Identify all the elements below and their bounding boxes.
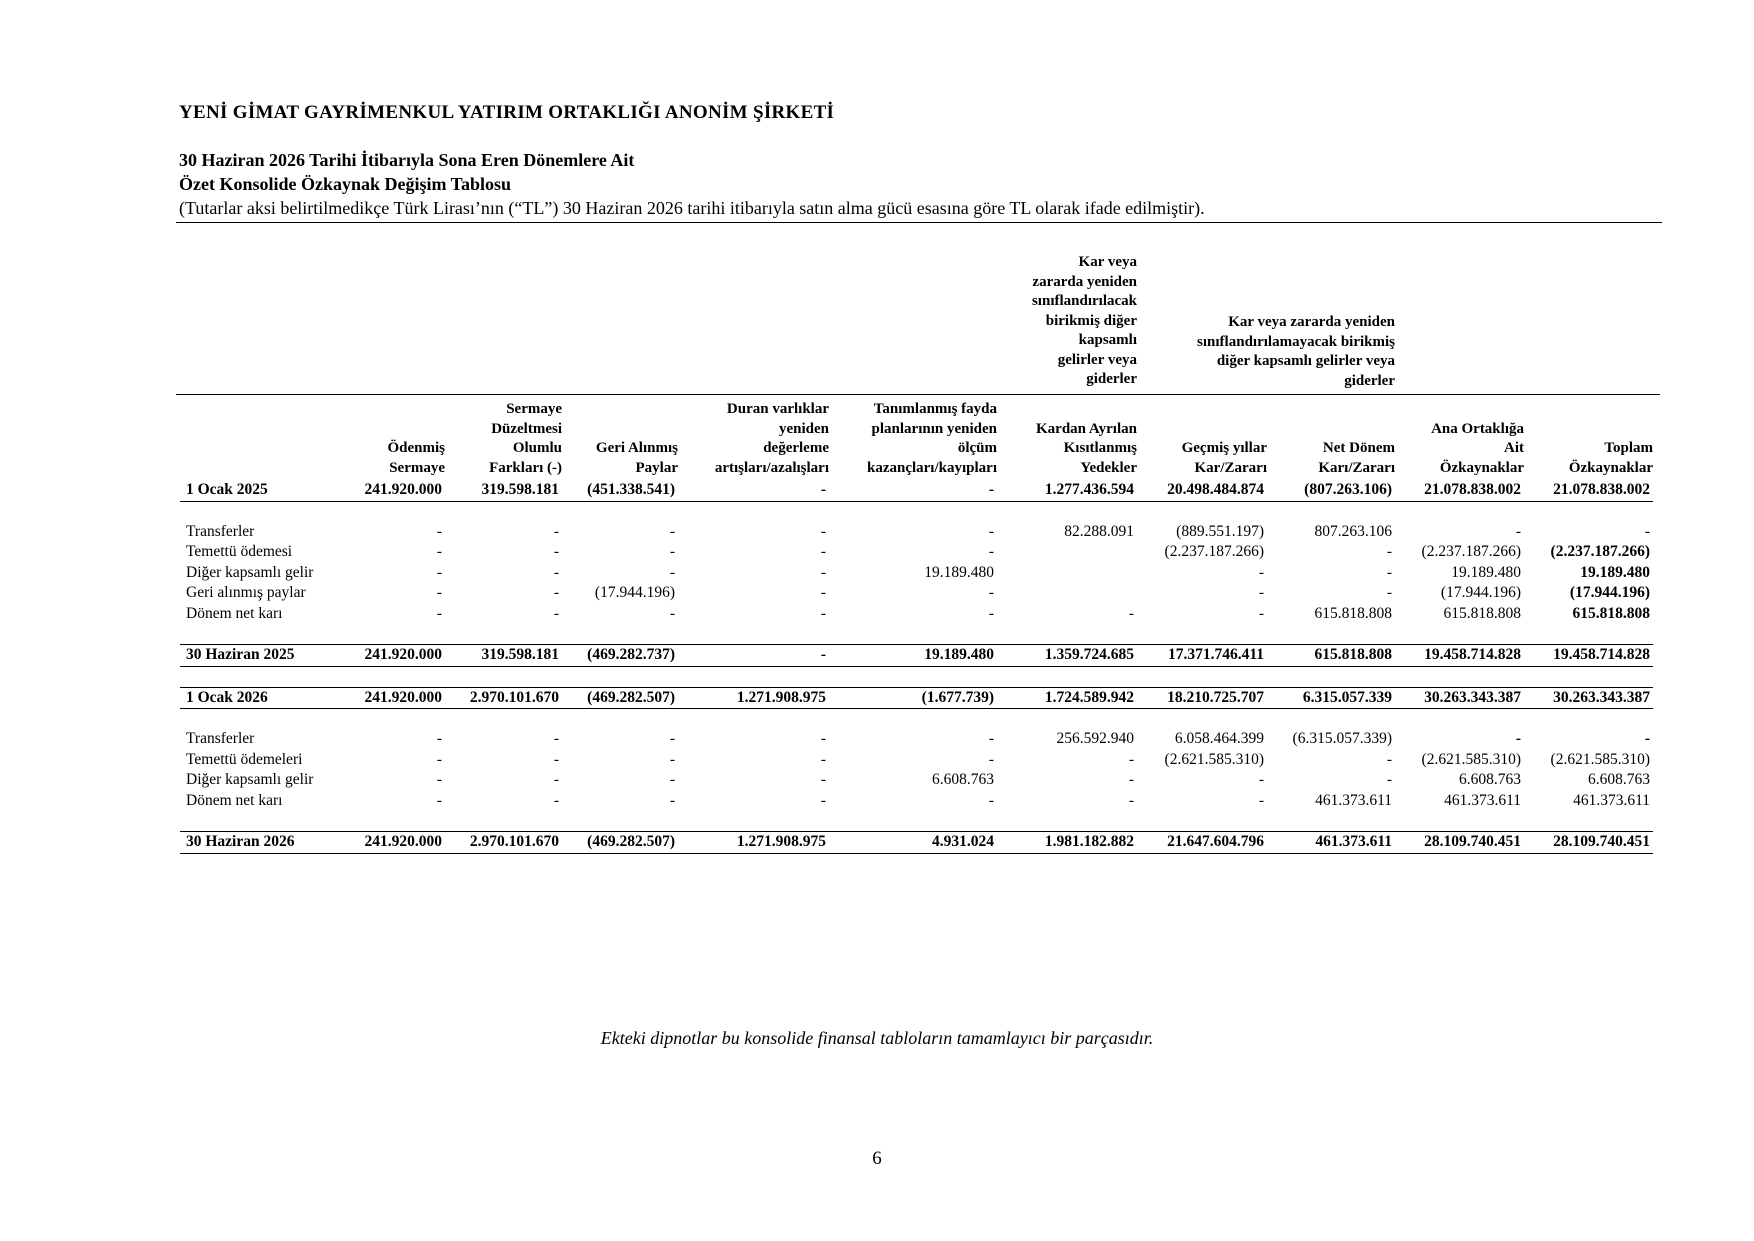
table-cell: - bbox=[1644, 730, 1650, 747]
table-row bbox=[180, 729, 1653, 750]
table-cell: - bbox=[820, 604, 826, 622]
report-title: Özet Konsolide Özkaynak Değişim Tablosu bbox=[179, 174, 512, 194]
table-cell: - bbox=[1128, 791, 1134, 809]
table-cell: 2.970.101.670 bbox=[445, 687, 562, 709]
table-cell: 82.288.091 bbox=[1064, 522, 1134, 540]
column-header-line: Ana Ortaklığa bbox=[1431, 420, 1524, 437]
table-row bbox=[180, 522, 1653, 543]
column-header-line: Geçmiş yıllar bbox=[1181, 440, 1267, 456]
table-cell: 461.373.611 bbox=[1315, 791, 1392, 809]
table-cell bbox=[997, 542, 1137, 563]
column-header bbox=[1247, 394, 1395, 478]
table-cell: - bbox=[436, 543, 442, 560]
table-cell: - bbox=[988, 750, 994, 768]
column-header-line: ölçüm bbox=[957, 440, 997, 456]
table-cell: - bbox=[436, 563, 442, 581]
table-cell: (2.237.187.266) bbox=[1164, 543, 1264, 560]
column-header-line: Ödenmiş bbox=[387, 440, 445, 456]
total-row bbox=[180, 480, 1653, 501]
table-row bbox=[180, 583, 1653, 604]
table-cell: 241.920.000 bbox=[346, 832, 445, 854]
table-cell: - bbox=[553, 522, 559, 540]
table-cell: - bbox=[1515, 730, 1521, 747]
total-row bbox=[180, 687, 1653, 709]
table-cell: - bbox=[1515, 522, 1521, 540]
table-cell: - bbox=[553, 563, 559, 581]
table-cell: - bbox=[820, 730, 826, 747]
table-cell: - bbox=[988, 584, 994, 601]
table-cell: 6.608.763 bbox=[932, 771, 994, 788]
spacer-cell bbox=[180, 709, 1653, 730]
column-header-line: Geri Alınmış bbox=[595, 440, 678, 456]
table-cell: - bbox=[669, 730, 675, 747]
group-header-line: Kar veya zararda yeniden bbox=[1228, 314, 1395, 330]
table-cell: 319.598.181 bbox=[445, 480, 562, 501]
table-cell: 461.373.611 bbox=[1267, 832, 1395, 854]
table-cell: - bbox=[436, 604, 442, 622]
column-header-line: Karı/Zararı bbox=[1318, 459, 1395, 476]
table-cell: - bbox=[1386, 543, 1392, 560]
row-label: Temettü ödemesi bbox=[186, 543, 293, 560]
column-header bbox=[1375, 394, 1524, 478]
column-header-line: planlarının yeniden bbox=[871, 420, 997, 437]
table-cell: 6.315.057.339 bbox=[1267, 687, 1395, 709]
table-cell: - bbox=[1258, 563, 1264, 581]
column-header-line: artışları/azalışları bbox=[714, 459, 829, 476]
table-cell: 30.263.343.387 bbox=[1395, 687, 1524, 709]
column-header-line: Tanımlanmış fayda bbox=[873, 401, 997, 417]
table-cell: - bbox=[1386, 771, 1392, 788]
spacer-row bbox=[180, 624, 1653, 645]
table-cell: - bbox=[436, 771, 442, 788]
column-header-line: Düzeltmesi bbox=[491, 420, 562, 437]
table-cell: - bbox=[669, 543, 675, 560]
row-label: Geri alınmış paylar bbox=[186, 584, 306, 601]
table-row bbox=[180, 542, 1653, 563]
table-cell: - bbox=[669, 750, 675, 768]
row-label: Temettü ödemeleri bbox=[186, 750, 303, 768]
table-cell: - bbox=[1258, 771, 1264, 788]
table-cell: - bbox=[820, 522, 826, 540]
table-row bbox=[180, 791, 1653, 812]
table-cell: 615.818.808 bbox=[1314, 604, 1392, 622]
table-cell: 241.920.000 bbox=[346, 645, 445, 667]
table-cell: (469.282.507) bbox=[562, 687, 678, 709]
column-header bbox=[977, 394, 1137, 478]
row-label: 1 Ocak 2025 bbox=[180, 480, 346, 501]
table-cell: - bbox=[1386, 750, 1392, 768]
table-cell: - bbox=[436, 730, 442, 747]
table-cell: (6.315.057.339) bbox=[1292, 730, 1392, 747]
column-header-line: değerleme bbox=[763, 440, 829, 456]
table-cell: - bbox=[1386, 584, 1392, 601]
column-header bbox=[658, 394, 829, 478]
table-cell: 6.058.464.399 bbox=[1174, 730, 1264, 747]
group-header-line: giderler bbox=[1086, 371, 1137, 387]
table-cell: - bbox=[436, 522, 442, 540]
table-cell: 21.078.838.002 bbox=[1395, 480, 1524, 501]
table-cell: - bbox=[829, 480, 997, 501]
column-header-line: Yedekler bbox=[1080, 459, 1137, 476]
group-header-line: kapsamlı bbox=[1078, 332, 1137, 348]
row-label: 30 Haziran 2026 bbox=[180, 832, 346, 854]
table-cell: - bbox=[553, 771, 559, 788]
table-cell: - bbox=[669, 771, 675, 788]
column-header-line: Kardan Ayrılan bbox=[1036, 420, 1137, 437]
group-header-not-reclassified bbox=[1150, 313, 1395, 391]
table-row bbox=[180, 750, 1653, 771]
column-header-line: yeniden bbox=[778, 420, 829, 437]
table-cell: - bbox=[553, 584, 559, 601]
group-header-line: birikmiş diğer bbox=[1045, 312, 1137, 329]
spacer-cell bbox=[180, 666, 1653, 687]
table-cell: 19.458.714.828 bbox=[1524, 645, 1653, 667]
table-cell: - bbox=[988, 604, 994, 622]
table-cell: 615.818.808 bbox=[1572, 604, 1650, 622]
row-label: 30 Haziran 2025 bbox=[180, 645, 346, 667]
table-cell: 20.498.484.874 bbox=[1137, 480, 1267, 501]
table-cell: 19.189.480 bbox=[829, 645, 997, 667]
table-cell: 615.818.808 bbox=[1443, 604, 1521, 622]
row-label: Transferler bbox=[186, 730, 255, 747]
table-row bbox=[180, 770, 1653, 791]
table-cell: 615.818.808 bbox=[1267, 645, 1395, 667]
spacer-cell bbox=[180, 501, 1653, 522]
row-label: Diğer kapsamlı gelir bbox=[186, 563, 314, 581]
column-header bbox=[1504, 394, 1653, 478]
table-cell: 319.598.181 bbox=[445, 645, 562, 667]
column-header-line: Özkaynaklar bbox=[1439, 459, 1524, 476]
spacer-row bbox=[180, 709, 1653, 730]
table-cell: (2.621.585.310) bbox=[1550, 750, 1650, 768]
table-cell: 30.263.343.387 bbox=[1524, 687, 1653, 709]
spacer-cell bbox=[180, 811, 1653, 832]
column-header-line: Farkları (-) bbox=[489, 459, 562, 476]
column-header-line: Olumlu bbox=[512, 440, 562, 456]
table-row bbox=[180, 604, 1653, 625]
table-cell: 19.189.480 bbox=[1580, 563, 1650, 581]
total-row bbox=[180, 832, 1653, 854]
group-header-line: diğer kapsamlı gelirler veya bbox=[1216, 353, 1395, 369]
table-cell: - bbox=[436, 584, 442, 601]
table-cell: 21.078.838.002 bbox=[1524, 480, 1653, 501]
table-cell: 28.109.740.451 bbox=[1524, 832, 1653, 854]
column-header-line: Toplam bbox=[1604, 440, 1653, 456]
table-cell: (2.621.585.310) bbox=[1421, 750, 1521, 768]
table-cell: (889.551.197) bbox=[1176, 522, 1264, 540]
group-header-reclassified bbox=[1000, 253, 1137, 390]
table-cell: 19.189.480 bbox=[924, 563, 994, 581]
table-cell: 1.271.908.975 bbox=[678, 687, 829, 709]
group-header-line: sınıflandırılamayacak birikmiş bbox=[1197, 333, 1395, 350]
spacer-row bbox=[180, 666, 1653, 687]
table-cell: (17.944.196) bbox=[594, 584, 675, 601]
table-cell: - bbox=[669, 522, 675, 540]
column-header-line: Net Dönem bbox=[1322, 440, 1395, 456]
table-cell: - bbox=[820, 563, 826, 581]
table-cell: - bbox=[988, 791, 994, 809]
column-header-line: Ait bbox=[1504, 440, 1524, 456]
footnote: Ekteki dipnotlar bu konsolide finansal tabloların tamamlayıcı bir parçasıdır. bbox=[600, 1028, 1154, 1048]
table-cell: 807.263.106 bbox=[1314, 522, 1392, 540]
table-cell: - bbox=[553, 791, 559, 809]
group-header-line: Kar veya bbox=[1078, 254, 1137, 270]
table-cell: 19.458.714.828 bbox=[1395, 645, 1524, 667]
table-cell bbox=[997, 583, 1137, 604]
table-cell: 17.371.746.411 bbox=[1137, 645, 1267, 667]
table-cell: - bbox=[1386, 563, 1392, 581]
column-header-line: Kar/Zararı bbox=[1194, 459, 1267, 476]
table-cell: 1.724.589.942 bbox=[997, 687, 1137, 709]
row-label: Transferler bbox=[186, 522, 255, 540]
table-cell: 6.608.763 bbox=[1459, 771, 1521, 788]
table-cell: - bbox=[553, 750, 559, 768]
column-header-line: Kısıtlanmış bbox=[1063, 440, 1137, 456]
spacer-row bbox=[180, 811, 1653, 832]
column-header bbox=[1117, 394, 1267, 478]
table-cell bbox=[997, 563, 1137, 584]
table-cell: - bbox=[1128, 604, 1134, 622]
table-cell: 241.920.000 bbox=[346, 480, 445, 501]
group-header-line: zararda yeniden bbox=[1032, 273, 1137, 290]
table-cell: (469.282.737) bbox=[562, 645, 678, 667]
table-cell: (2.237.187.266) bbox=[1421, 543, 1521, 560]
table-cell: - bbox=[553, 604, 559, 622]
table-cell: 21.647.604.796 bbox=[1137, 832, 1267, 854]
table-cell: - bbox=[820, 543, 826, 560]
group-header-line: giderler bbox=[1344, 372, 1395, 389]
table-cell: - bbox=[1644, 522, 1650, 540]
table-cell: 1.271.908.975 bbox=[678, 832, 829, 854]
table-cell: - bbox=[988, 522, 994, 540]
row-label: 1 Ocak 2026 bbox=[180, 687, 346, 709]
row-label: Dönem net karı bbox=[186, 791, 283, 809]
spacer-cell bbox=[180, 624, 1653, 645]
column-header-line: Sermaye bbox=[389, 459, 445, 476]
table-cell: - bbox=[1258, 604, 1264, 622]
table-cell: (469.282.507) bbox=[562, 832, 678, 854]
column-header-line: Paylar bbox=[635, 459, 678, 476]
page-number: 6 bbox=[872, 1148, 882, 1169]
table-cell: (1.677.739) bbox=[829, 687, 997, 709]
header-divider bbox=[176, 222, 1662, 223]
table-cell: - bbox=[553, 730, 559, 747]
table-cell: 241.920.000 bbox=[346, 687, 445, 709]
table-cell: 2.970.101.670 bbox=[445, 832, 562, 854]
table-cell: 1.359.724.685 bbox=[997, 645, 1137, 667]
row-label: Diğer kapsamlı gelir bbox=[186, 771, 314, 788]
table-cell: 256.592.940 bbox=[1056, 730, 1134, 747]
table-cell: - bbox=[820, 771, 826, 788]
column-header bbox=[809, 394, 997, 478]
table-cell: 1.981.182.882 bbox=[997, 832, 1137, 854]
table-cell: - bbox=[1258, 791, 1264, 809]
table-cell: - bbox=[436, 750, 442, 768]
column-header-line: Özkaynaklar bbox=[1568, 459, 1653, 476]
group-header-line: gelirler veya bbox=[1057, 351, 1137, 368]
table-cell: - bbox=[820, 750, 826, 768]
table-cell: (807.263.106) bbox=[1267, 480, 1395, 501]
table-cell: 18.210.725.707 bbox=[1137, 687, 1267, 709]
table-cell: - bbox=[669, 791, 675, 809]
company-name: YENİ GİMAT GAYRİMENKUL YATIRIM ORTAKLIĞI ANONİM ŞİRKETİ bbox=[179, 102, 835, 123]
table-cell: - bbox=[1128, 750, 1134, 768]
column-header-line: Sermaye bbox=[506, 401, 562, 417]
table-cell: 6.608.763 bbox=[1588, 771, 1650, 788]
table-cell: - bbox=[678, 480, 829, 501]
table-cell: (451.338.541) bbox=[562, 480, 678, 501]
group-header-line: sınıflandırılacak bbox=[1031, 293, 1137, 309]
row-label: Dönem net karı bbox=[186, 604, 283, 622]
table-cell: - bbox=[553, 543, 559, 560]
column-header-line: Duran varlıklar bbox=[726, 401, 829, 417]
table-cell: (17.944.196) bbox=[1440, 584, 1521, 601]
equity-changes-table bbox=[180, 480, 1653, 854]
table-cell: 1.277.436.594 bbox=[997, 480, 1137, 501]
table-cell: - bbox=[1128, 771, 1134, 788]
table-cell: - bbox=[820, 584, 826, 601]
table-cell: - bbox=[988, 543, 994, 560]
table-cell: - bbox=[436, 791, 442, 809]
table-cell: - bbox=[820, 791, 826, 809]
total-row bbox=[180, 645, 1653, 667]
table-cell: (17.944.196) bbox=[1569, 584, 1650, 601]
table-row bbox=[180, 563, 1653, 584]
table-cell: 19.189.480 bbox=[1451, 563, 1521, 581]
table-cell: - bbox=[669, 604, 675, 622]
table-cell: (2.237.187.266) bbox=[1550, 543, 1650, 560]
table-cell: 4.931.024 bbox=[829, 832, 997, 854]
column-header-line: kazançları/kayıpları bbox=[866, 459, 997, 476]
table-cell: 28.109.740.451 bbox=[1395, 832, 1524, 854]
spacer-row bbox=[180, 501, 1653, 522]
table-cell: - bbox=[1258, 584, 1264, 601]
currency-note: (Tutarlar aksi belirtilmedikçe Türk Lirası’nın (“TL”) 30 Haziran 2026 tarihi itibarıyla satın alma gücü esasına göre TL olarak ifade edilmiştir). bbox=[179, 198, 1205, 218]
table-cell: - bbox=[678, 645, 829, 667]
report-period: 30 Haziran 2026 Tarihi İtibarıyla Sona Eren Dönemlere Ait bbox=[179, 150, 635, 170]
table-cell: - bbox=[669, 563, 675, 581]
table-cell: 461.373.611 bbox=[1573, 791, 1650, 809]
table-cell: 461.373.611 bbox=[1444, 791, 1521, 809]
table-cell: - bbox=[988, 730, 994, 747]
table-cell: (2.621.585.310) bbox=[1164, 750, 1264, 768]
